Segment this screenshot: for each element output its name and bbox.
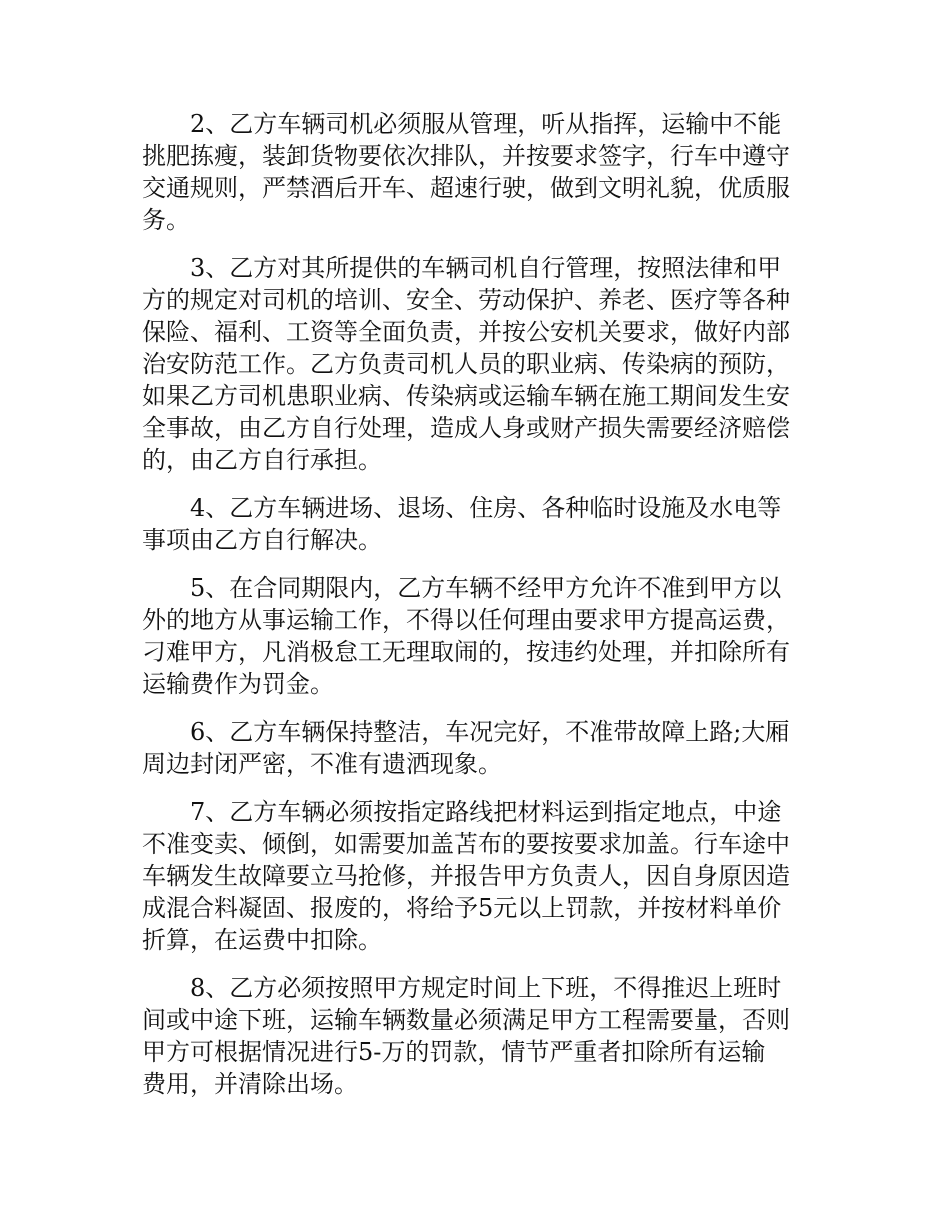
clause-5-paragraph: 5、在合同期限内，乙方车辆不经甲方允许不准到甲方以 外的地方从事运输工作，不得以任何理由要求甲方提高运费， 刁难甲方，凡消极怠工无理取闹的，按违约处理，并扣除所有 运输费作为罚金。 (142, 574, 790, 698)
clause-6-paragraph: 6、乙方车辆保持整洁，车况完好，不准带故障上路;大厢 周边封闭严密，不准有遗洒现象。 (142, 718, 790, 778)
clause-3-paragraph: 3、乙方对其所提供的车辆司机自行管理，按照法律和甲 方的规定对司机的培训、安全、劳动保护、养老、医疗等各种 保险、福利、工资等全面负责，并按公安机关要求，做好内部 治安防范工作。乙方负责司机人员的职业病、传染病的预防， 如果乙方司机患职业病、传染病或运输车辆在施工期间发生安 全事故，由乙方自行处理，造成人身或财产损失需要经济赔偿 的，由乙方自行承担。 (142, 254, 790, 474)
clause-8-paragraph: 8、乙方必须按照甲方规定时间上下班，不得推迟上班时 间或中途下班，运输车辆数量必须满足甲方工程需要量，否则 甲方可根据情况进行5-万的罚款，情节严重者扣除所有运输 费用，并清除出场。 (142, 974, 790, 1098)
document-page (142, 108, 812, 1116)
clause-4-paragraph: 4、乙方车辆进场、退场、住房、各种临时设施及水电等 事项由乙方自行解决。 (142, 494, 782, 554)
clause-2-paragraph: 2、乙方车辆司机必须服从管理，听从指挥，运输中不能 挑肥拣瘦，装卸货物要依次排队，并按要求签字，行车中遵守 交通规则，严禁酒后开车、超速行驶，做到文明礼貌，优质服 务。 (142, 110, 790, 234)
clause-7-paragraph: 7、乙方车辆必须按指定路线把材料运到指定地点，中途 不准变卖、倾倒，如需要加盖苫布的要按要求加盖。行车途中 车辆发生故障要立马抢修，并报告甲方负责人，因自身原因造 成混合料凝固、报废的，将给予5元以上罚款，并按材料单价 折算，在运费中扣除。 (142, 798, 790, 954)
